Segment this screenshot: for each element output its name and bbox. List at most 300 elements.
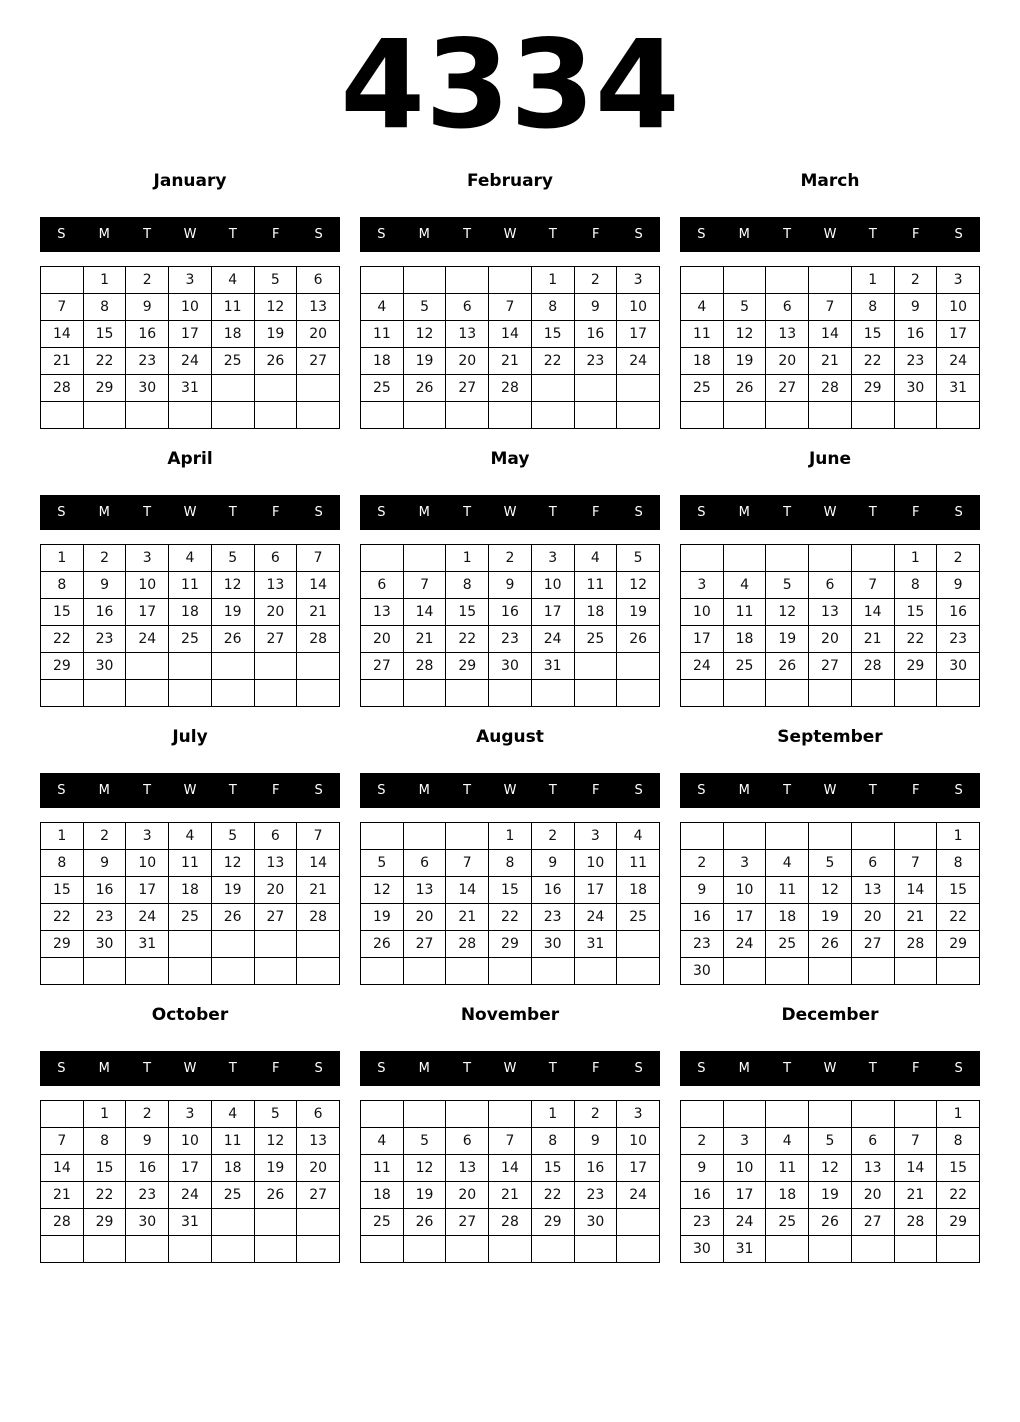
day-cell: 2 (489, 545, 532, 572)
day-cell: 28 (809, 375, 852, 402)
day-cell-empty (169, 1236, 212, 1263)
day-cell: 31 (169, 375, 212, 402)
year-title: 4334 (340, 14, 680, 156)
day-cell: 7 (894, 1128, 937, 1155)
day-cell: 10 (937, 294, 980, 321)
day-cell: 19 (809, 904, 852, 931)
weekday-label: S (377, 783, 386, 798)
month-title: July (172, 727, 208, 747)
day-cell: 27 (297, 1182, 340, 1209)
week-row (361, 294, 660, 321)
day-cell: 9 (126, 1128, 169, 1155)
week-row (681, 850, 980, 877)
day-cell: 26 (254, 348, 297, 375)
day-cell: 12 (361, 877, 404, 904)
day-cell: 25 (766, 931, 809, 958)
weekday-label: T (868, 505, 877, 520)
week-row (361, 348, 660, 375)
day-cell: 10 (723, 877, 766, 904)
day-cell-empty (723, 267, 766, 294)
day-cell: 21 (894, 904, 937, 931)
weekday-label: S (697, 1061, 706, 1076)
month-november (360, 1004, 660, 1282)
weekday-label: M (98, 783, 110, 798)
day-cell: 23 (937, 626, 980, 653)
day-cell: 17 (723, 1182, 766, 1209)
day-cell: 19 (361, 904, 404, 931)
day-cell-empty (446, 1101, 489, 1128)
day-cell-empty (809, 680, 852, 707)
day-cell: 18 (617, 877, 660, 904)
day-cell: 9 (531, 850, 574, 877)
day-cell: 3 (617, 1101, 660, 1128)
month-title: August (476, 727, 544, 747)
weekday-label: T (463, 783, 472, 798)
weekday-label: W (183, 1061, 197, 1076)
weekday-label: T (143, 505, 152, 520)
week-row (361, 958, 660, 985)
day-cell: 27 (254, 626, 297, 653)
day-cell: 24 (531, 626, 574, 653)
day-cell: 9 (894, 294, 937, 321)
weekday-label: T (228, 505, 237, 520)
day-cell: 5 (809, 1128, 852, 1155)
day-cell: 17 (937, 321, 980, 348)
weekday-header-bar (680, 773, 980, 808)
month-title: June (808, 449, 852, 469)
month-february (360, 170, 660, 448)
day-cell: 15 (531, 1155, 574, 1182)
day-cell-empty (254, 1236, 297, 1263)
day-cell: 4 (574, 545, 617, 572)
day-cell: 20 (446, 348, 489, 375)
weekday-label: S (57, 505, 66, 520)
day-cell: 30 (489, 653, 532, 680)
day-cell: 27 (446, 375, 489, 402)
day-cell: 30 (574, 1209, 617, 1236)
day-cell: 28 (489, 375, 532, 402)
day-cell: 5 (809, 850, 852, 877)
day-cell-empty (723, 402, 766, 429)
day-cell: 8 (937, 1128, 980, 1155)
day-cell-empty (169, 680, 212, 707)
day-cell: 29 (446, 653, 489, 680)
day-cell-empty (851, 402, 894, 429)
weekday-header-bar (40, 217, 340, 252)
weekday-label: S (954, 1061, 963, 1076)
week-row (681, 599, 980, 626)
day-cell: 16 (681, 904, 724, 931)
day-cell: 18 (723, 626, 766, 653)
day-cell: 8 (83, 294, 126, 321)
day-cell: 4 (766, 1128, 809, 1155)
week-row (681, 680, 980, 707)
day-cell: 4 (766, 850, 809, 877)
weekday-label: T (143, 227, 152, 242)
day-cell: 9 (681, 1155, 724, 1182)
day-cell: 10 (681, 599, 724, 626)
day-cell-empty (617, 680, 660, 707)
day-cell: 3 (126, 823, 169, 850)
weekday-header-bar (680, 1051, 980, 1086)
day-cell: 26 (211, 904, 254, 931)
day-cell-empty (531, 402, 574, 429)
weekday-label: T (143, 783, 152, 798)
day-cell-empty (403, 402, 446, 429)
day-cell: 19 (809, 1182, 852, 1209)
week-row (41, 599, 340, 626)
month-may (360, 448, 660, 726)
day-cell: 13 (361, 599, 404, 626)
day-cell-empty (937, 1236, 980, 1263)
week-row (41, 904, 340, 931)
day-cell: 4 (361, 1128, 404, 1155)
day-cell: 8 (894, 572, 937, 599)
day-cell-empty (83, 958, 126, 985)
week-row (361, 823, 660, 850)
day-cell: 17 (126, 599, 169, 626)
day-cell: 12 (809, 877, 852, 904)
day-cell: 30 (681, 958, 724, 985)
day-cell-empty (169, 653, 212, 680)
month-april (40, 448, 340, 726)
day-cell: 11 (169, 850, 212, 877)
day-cell: 17 (574, 877, 617, 904)
week-row (361, 402, 660, 429)
day-cell: 2 (681, 1128, 724, 1155)
day-cell: 7 (41, 294, 84, 321)
day-cell: 17 (617, 1155, 660, 1182)
day-cell: 24 (723, 931, 766, 958)
day-cell: 3 (169, 267, 212, 294)
day-cell: 12 (617, 572, 660, 599)
month-september (680, 726, 980, 1004)
day-cell-empty (894, 1101, 937, 1128)
day-cell: 13 (254, 572, 297, 599)
day-cell: 11 (723, 599, 766, 626)
day-cell: 30 (126, 1209, 169, 1236)
weekday-label: M (98, 1061, 110, 1076)
day-cell-empty (617, 1209, 660, 1236)
day-cell: 23 (83, 904, 126, 931)
day-cell-empty (361, 1101, 404, 1128)
day-cell: 14 (297, 572, 340, 599)
weekday-label: W (503, 1061, 517, 1076)
weekday-header-bar (40, 773, 340, 808)
day-cell-empty (254, 931, 297, 958)
day-cell: 26 (254, 1182, 297, 1209)
day-cell-empty (681, 545, 724, 572)
day-cell: 14 (489, 321, 532, 348)
day-cell: 6 (297, 267, 340, 294)
day-cell: 24 (617, 348, 660, 375)
day-cell: 20 (361, 626, 404, 653)
day-cell: 29 (851, 375, 894, 402)
day-cell: 22 (851, 348, 894, 375)
weekday-header-bar (40, 495, 340, 530)
weekday-label: T (228, 227, 237, 242)
day-cell: 28 (41, 375, 84, 402)
day-cell-empty (809, 823, 852, 850)
day-cell: 14 (297, 850, 340, 877)
day-cell-empty (766, 545, 809, 572)
day-cell: 5 (254, 267, 297, 294)
day-cell: 6 (361, 572, 404, 599)
day-cell: 3 (681, 572, 724, 599)
day-cell: 16 (126, 1155, 169, 1182)
day-cell: 21 (41, 348, 84, 375)
month-title: October (151, 1005, 229, 1025)
day-cell: 22 (41, 904, 84, 931)
week-row (41, 294, 340, 321)
day-cell: 28 (41, 1209, 84, 1236)
day-cell-empty (126, 958, 169, 985)
day-cell-empty (723, 958, 766, 985)
day-cell: 20 (254, 599, 297, 626)
day-cell-empty (361, 545, 404, 572)
month-title: September (777, 727, 883, 747)
day-cell: 30 (83, 931, 126, 958)
day-cell-empty (681, 267, 724, 294)
day-cell-empty (723, 545, 766, 572)
week-row (41, 1236, 340, 1263)
day-cell: 14 (809, 321, 852, 348)
day-cell: 4 (169, 823, 212, 850)
day-cell: 27 (297, 348, 340, 375)
day-cell: 2 (83, 545, 126, 572)
day-cell-empty (446, 680, 489, 707)
day-cell: 30 (126, 375, 169, 402)
day-cell: 4 (681, 294, 724, 321)
weekday-label: W (183, 505, 197, 520)
day-cell: 24 (169, 1182, 212, 1209)
day-cell: 11 (169, 572, 212, 599)
day-cell-empty (169, 958, 212, 985)
day-cell-empty (574, 402, 617, 429)
week-row (681, 904, 980, 931)
day-cell: 30 (894, 375, 937, 402)
week-row (681, 267, 980, 294)
day-cell-empty (211, 1236, 254, 1263)
day-cell: 20 (254, 877, 297, 904)
day-cell-empty (403, 1101, 446, 1128)
week-row (41, 572, 340, 599)
day-cell-empty (169, 931, 212, 958)
day-cell: 2 (574, 1101, 617, 1128)
week-row (41, 348, 340, 375)
week-row (681, 572, 980, 599)
week-row (361, 1101, 660, 1128)
weekday-label: M (738, 505, 750, 520)
day-cell: 2 (83, 823, 126, 850)
day-cell: 1 (937, 1101, 980, 1128)
day-cell: 21 (41, 1182, 84, 1209)
day-cell: 14 (894, 877, 937, 904)
day-cell: 1 (851, 267, 894, 294)
week-row (41, 850, 340, 877)
day-cell-empty (126, 680, 169, 707)
week-row (41, 545, 340, 572)
day-cell: 8 (41, 572, 84, 599)
day-cell-empty (361, 680, 404, 707)
day-cell-empty (83, 680, 126, 707)
day-cell: 10 (723, 1155, 766, 1182)
day-cell: 22 (83, 1182, 126, 1209)
weekday-label: M (738, 783, 750, 798)
weekday-label: S (954, 227, 963, 242)
day-cell: 24 (169, 348, 212, 375)
day-cell: 2 (574, 267, 617, 294)
week-row (681, 1209, 980, 1236)
day-cell: 23 (681, 1209, 724, 1236)
day-cell-empty (574, 1236, 617, 1263)
day-cell: 11 (361, 321, 404, 348)
day-cell-empty (446, 958, 489, 985)
day-cell: 24 (574, 904, 617, 931)
day-cell-empty (297, 1209, 340, 1236)
week-row (41, 1128, 340, 1155)
week-row (41, 267, 340, 294)
day-cell: 20 (851, 904, 894, 931)
day-cell: 15 (489, 877, 532, 904)
weekday-label: W (503, 227, 517, 242)
day-cell: 26 (723, 375, 766, 402)
weekday-label: S (314, 227, 323, 242)
day-cell: 8 (851, 294, 894, 321)
day-cell: 8 (937, 850, 980, 877)
day-cell: 10 (169, 294, 212, 321)
day-cell: 29 (41, 653, 84, 680)
weekday-label: T (868, 783, 877, 798)
day-grid (680, 266, 980, 429)
day-cell: 26 (211, 626, 254, 653)
day-cell: 19 (617, 599, 660, 626)
weekday-label: T (783, 783, 792, 798)
weekday-label: T (463, 505, 472, 520)
day-cell: 28 (297, 904, 340, 931)
week-row (361, 1128, 660, 1155)
week-row (681, 823, 980, 850)
day-cell: 13 (446, 1155, 489, 1182)
weekday-label: T (548, 1061, 557, 1076)
day-cell: 13 (446, 321, 489, 348)
day-cell: 6 (297, 1101, 340, 1128)
day-cell: 31 (531, 653, 574, 680)
week-row (361, 1182, 660, 1209)
day-cell: 19 (766, 626, 809, 653)
week-row (41, 680, 340, 707)
day-cell-empty (361, 958, 404, 985)
day-cell: 10 (617, 294, 660, 321)
day-cell: 4 (169, 545, 212, 572)
day-cell-empty (617, 402, 660, 429)
day-cell: 9 (489, 572, 532, 599)
day-cell-empty (937, 958, 980, 985)
day-cell-empty (681, 823, 724, 850)
week-row (41, 958, 340, 985)
day-cell: 18 (211, 1155, 254, 1182)
day-cell: 13 (851, 877, 894, 904)
day-cell: 9 (83, 572, 126, 599)
day-cell-empty (297, 931, 340, 958)
month-june (680, 448, 980, 726)
weekday-label: W (503, 505, 517, 520)
day-cell: 30 (83, 653, 126, 680)
day-cell: 11 (681, 321, 724, 348)
weekday-label: S (954, 783, 963, 798)
day-cell: 12 (766, 599, 809, 626)
day-cell-empty (403, 680, 446, 707)
day-cell: 28 (894, 931, 937, 958)
day-cell: 8 (83, 1128, 126, 1155)
day-cell: 14 (41, 1155, 84, 1182)
day-cell: 10 (169, 1128, 212, 1155)
day-cell-empty (446, 402, 489, 429)
day-cell: 25 (766, 1209, 809, 1236)
day-cell: 20 (766, 348, 809, 375)
day-cell: 11 (617, 850, 660, 877)
day-cell: 6 (403, 850, 446, 877)
day-cell: 16 (894, 321, 937, 348)
day-cell-empty (531, 375, 574, 402)
month-title: November (460, 1005, 560, 1025)
day-cell: 5 (254, 1101, 297, 1128)
week-row (681, 294, 980, 321)
day-cell: 22 (937, 904, 980, 931)
day-cell: 27 (403, 931, 446, 958)
day-cell: 18 (169, 877, 212, 904)
day-cell: 12 (211, 850, 254, 877)
week-row (41, 823, 340, 850)
day-cell: 29 (489, 931, 532, 958)
day-cell: 29 (937, 1209, 980, 1236)
day-cell: 22 (83, 348, 126, 375)
month-title: December (781, 1005, 879, 1025)
day-cell: 23 (894, 348, 937, 375)
day-cell: 7 (489, 1128, 532, 1155)
day-cell: 18 (766, 904, 809, 931)
day-cell-empty (766, 823, 809, 850)
weekday-label: W (823, 1061, 837, 1076)
weekday-label: S (377, 227, 386, 242)
day-cell-empty (403, 267, 446, 294)
weekday-label: S (314, 1061, 323, 1076)
month-title: February (466, 171, 554, 191)
weekday-label: W (183, 783, 197, 798)
day-cell-empty (681, 402, 724, 429)
day-cell: 31 (169, 1209, 212, 1236)
week-row (681, 1182, 980, 1209)
day-cell: 21 (851, 626, 894, 653)
day-cell-empty (851, 823, 894, 850)
day-cell: 14 (403, 599, 446, 626)
day-cell: 2 (894, 267, 937, 294)
day-cell: 5 (766, 572, 809, 599)
day-cell: 27 (809, 653, 852, 680)
day-cell: 24 (681, 653, 724, 680)
weekday-label: S (314, 505, 323, 520)
day-cell: 31 (574, 931, 617, 958)
day-cell: 31 (723, 1236, 766, 1263)
week-row (361, 680, 660, 707)
day-cell-empty (297, 680, 340, 707)
day-cell-empty (617, 931, 660, 958)
day-cell: 20 (297, 321, 340, 348)
week-row (361, 321, 660, 348)
day-cell: 1 (41, 823, 84, 850)
day-cell-empty (211, 402, 254, 429)
day-cell-empty (489, 267, 532, 294)
